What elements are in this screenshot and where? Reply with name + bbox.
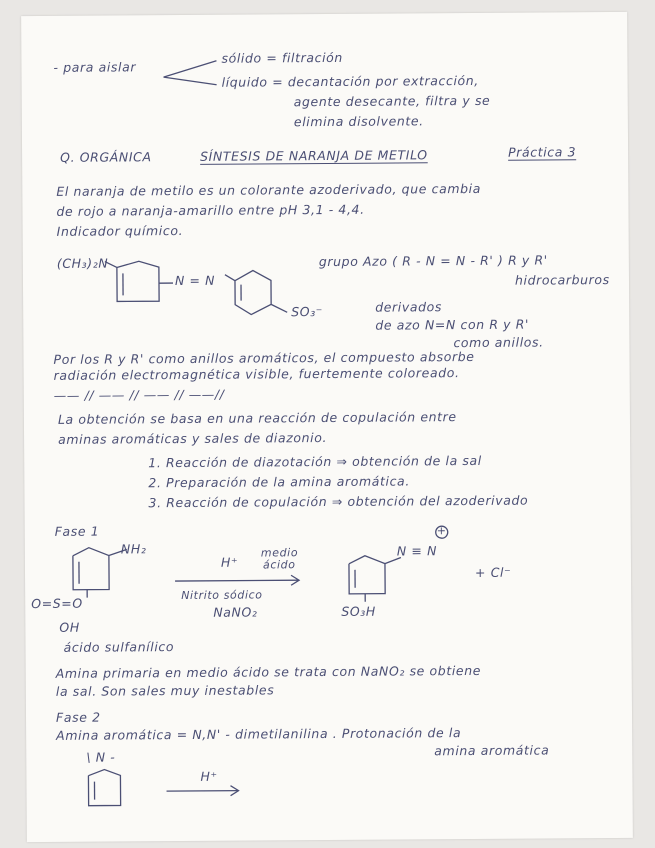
step-1: 1. Reacción de diazotación ⇒ obtención de la sal <box>148 452 482 471</box>
oh-label: OH <box>59 619 80 635</box>
intro-line-2: de rojo a naranja-amarillo entre pH 3,1 - 4,4. <box>56 201 365 219</box>
azo-bond-label: N = N <box>174 272 216 289</box>
dimethylamine-n-label: \ N - <box>86 749 116 765</box>
para3-line-1: La obtención se basa en una reacción de copulación entre <box>57 409 457 427</box>
reaction-arrow-fase1 <box>175 574 305 587</box>
intro-line-1: El naranja de metilo es un colorante azoderivado, que cambia <box>56 180 481 199</box>
separator-line: —— // —— // —— // ——// <box>53 386 225 403</box>
diazonium-n-label: N ≡ N <box>396 543 438 559</box>
step-2: 2. Preparación de la amina aromática. <box>148 473 410 491</box>
para2-line-2: radiación electromagnética visible, fuertemente coloreado. <box>53 365 460 383</box>
liquido-line-3: elimina disolvente. <box>293 113 424 130</box>
notebook-page <box>21 12 633 842</box>
reaction-arrow-fase2 <box>166 785 246 798</box>
liquido-line-1: líquido = decantación por extracción, <box>221 72 479 90</box>
nitrito-label: Nitrito sódico <box>181 588 263 603</box>
intro-line-3: Indicador químico. <box>56 222 184 239</box>
para-aislar-text: - para aislar <box>53 59 137 75</box>
fase2-line-2: amina aromática <box>434 742 550 759</box>
acido-label-small: ácido <box>262 558 296 572</box>
step-3: 3. Reacción de copulación ⇒ obtención del azoderivado <box>148 492 529 511</box>
chloride-label: + Cl⁻ <box>474 564 512 580</box>
practica-label: Práctica 3 <box>508 144 577 160</box>
hidrocarburos-text: hidrocarburos <box>514 272 610 288</box>
oso-label: O=S=O <box>31 595 83 612</box>
sulfanilic-acid-ring <box>67 545 127 600</box>
fase1-desc-1: Amina primaria en medio ácido se trata con NaNO₂ se obtiene <box>55 662 482 681</box>
so3h-label: SO₃H <box>341 603 376 619</box>
fase2-line-1: Amina aromática = N,N' - dimetilanilina . Protonación de la <box>56 725 462 743</box>
diazonium-ring <box>343 553 403 608</box>
nano2-label: NaNO₂ <box>213 604 258 620</box>
dimethylaniline-ring <box>82 769 132 813</box>
para3-line-2: aminas aromáticas y sales de diazonio. <box>58 430 328 447</box>
subject-label: Q. ORGÁNICA <box>60 149 152 165</box>
nh2-label: NH₂ <box>120 541 147 557</box>
fase-1-label: Fase 1 <box>54 523 100 539</box>
page-title: SÍNTESIS DE NARANJA DE METILO <box>200 147 428 164</box>
h-plus-fase1: H⁺ <box>220 554 239 570</box>
derivados-line-3: como anillos. <box>453 334 544 351</box>
derivados-line-1: derivados <box>375 299 443 315</box>
sulfonate-label: SO₃⁻ <box>291 304 324 320</box>
derivados-line-2: de azo N=N con R y R' <box>375 316 530 333</box>
fase1-desc-2: la sal. Son sales muy inestables <box>55 682 275 699</box>
para2-line-1: Por los R y R' como anillos aromáticos, el compuesto absorbe <box>53 348 475 367</box>
benzene-ring-1 <box>111 261 171 311</box>
positive-charge-text: + <box>436 524 447 538</box>
solido-text: sólido = filtración <box>221 49 343 66</box>
branch-lines <box>161 55 221 95</box>
medio-label: medio <box>260 546 299 560</box>
liquido-line-2: agente desecante, filtra y se <box>293 92 491 110</box>
dimethylamino-label: (CH₃)₂N <box>56 255 109 271</box>
acido-sulfanilico-label: ácido sulfanílico <box>63 639 175 655</box>
fase-2-label: Fase 2 <box>55 709 101 725</box>
grupo-azo-text: grupo Azo ( R - N = N - R' ) R y R' <box>318 252 548 270</box>
h-plus-fase2: H⁺ <box>200 768 218 784</box>
